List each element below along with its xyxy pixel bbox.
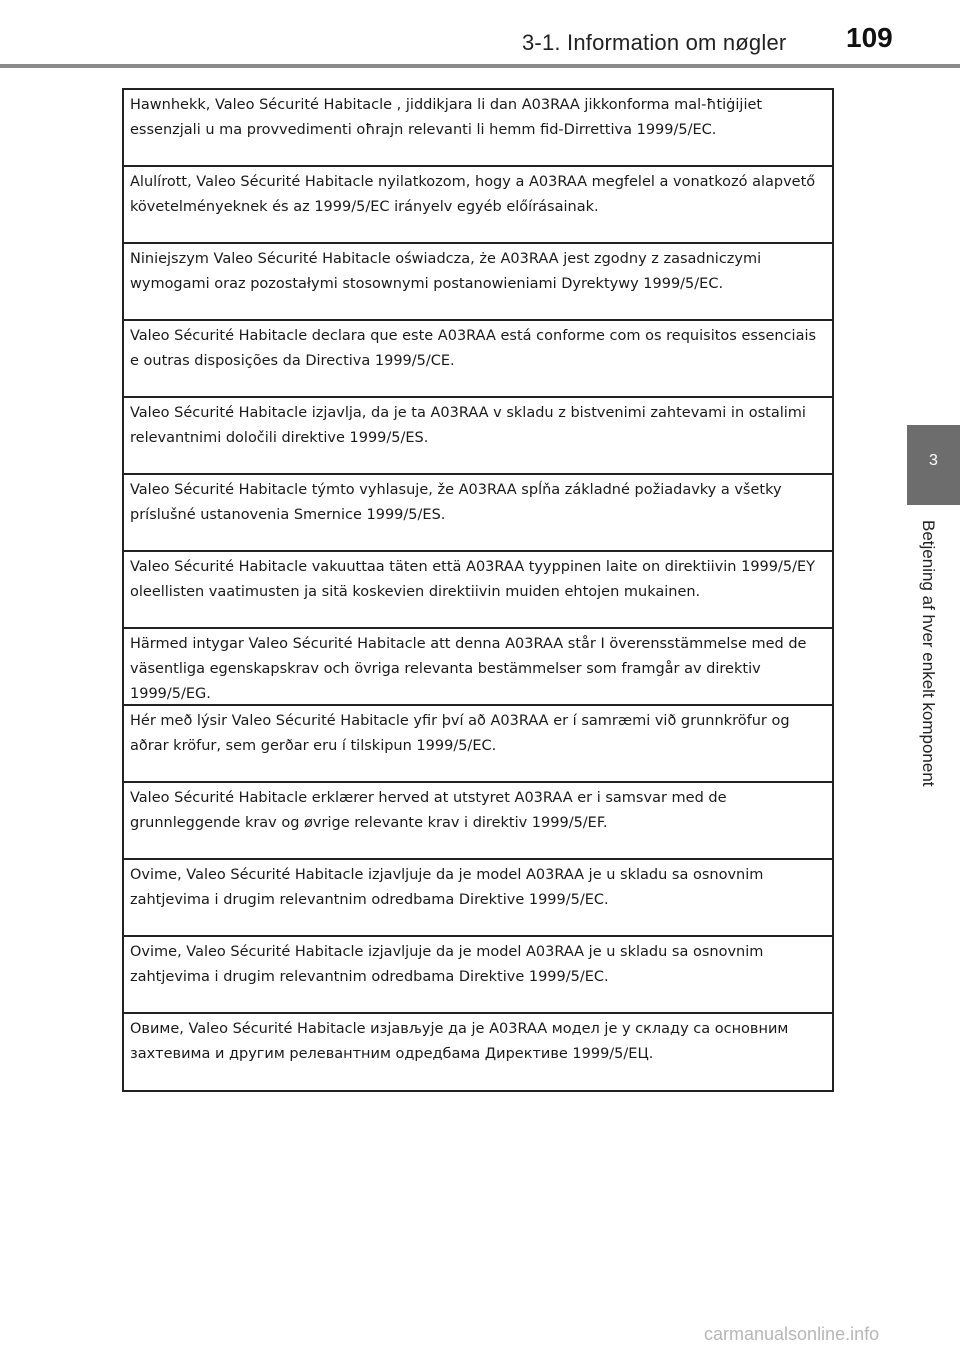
- watermark: carmanualsonline.info: [704, 1324, 880, 1344]
- declaration-row-norwegian: [124, 783, 832, 860]
- declaration-row-slovak: [124, 475, 832, 552]
- declaration-text: Valeo Sécurité Habitacle declara que este A03RAA está conforme com os requisitos essenciais e outras disposições da Directiva 1999/5/CE.: [130, 328, 817, 369]
- declaration-text: Valeo Sécurité Habitacle erklærer herved at utstyret A03RAA er i samsvar med de grunnleggende krav og øvrige relevante krav i direktiv 1999/5/EF.: [130, 790, 727, 831]
- section-title: 3-1. Information om nøgler: [522, 30, 787, 55]
- declaration-text: Valeo Sécurité Habitacle izjavlja, da je ta A03RAA v skladu z bistvenimi zahtevami in ostalimi relevantnimi določili direktive 1999/5/ES.: [130, 405, 806, 446]
- declaration-text: Hér með lýsir Valeo Sécurité Habitacle yfir því að A03RAA er í samræmi við grunnkröfur og aðrar kröfur, sem gerðar eru í tilskipun 1999/5/EC.: [130, 713, 790, 754]
- declaration-row-bosnian: [124, 937, 832, 1014]
- declaration-text: Овиме, Valeo Sécurité Habitacle изјављује да је A03RAA модел је у складу са основним захтевима и другим релевантним одредбама Директиве 1999/5/ЕЦ.: [130, 1021, 789, 1062]
- declaration-text: Alulírott, Valeo Sécurité Habitacle nyilatkozom, hogy a A03RAA megfelel a vonatkozó alapvető követelményeknek és az 1999/5/EC irányelv egyéb előírásainak.: [130, 174, 816, 215]
- page-number: 109: [846, 22, 893, 53]
- declaration-row-finnish: [124, 552, 832, 629]
- declaration-text: Ovime, Valeo Sécurité Habitacle izjavljuje da je model A03RAA je u skladu sa osnovnim zahtjevima i drugim relevantnim odredbama Direktive 1999/5/EC.: [130, 944, 764, 985]
- chapter-number: 3: [929, 452, 938, 469]
- declaration-text: Härmed intygar Valeo Sécurité Habitacle att denna A03RAA står I överensstämmelse med de väsentliga egenskapskrav och övriga relevanta bestämmelser som framgår av direktiv 1999/5/EG.: [130, 636, 807, 702]
- declaration-row-icelandic: [124, 706, 832, 783]
- declaration-row-polish: [124, 244, 832, 321]
- declaration-row-croatian: [124, 860, 832, 937]
- declaration-text: Valeo Sécurité Habitacle týmto vyhlasuje, že A03RAA spĺňa základné požiadavky a všetky príslušné ustanovenia Smernice 1999/5/ES.: [130, 482, 782, 523]
- declaration-row-maltese: [124, 90, 832, 167]
- declaration-text: Niniejszym Valeo Sécurité Habitacle oświadcza, że A03RAA jest zgodny z zasadniczymi wymogami oraz pozostałymi stosownymi postanowieniami Dyrektywy 1999/5/EC.: [130, 251, 762, 292]
- declaration-row-hungarian: [124, 167, 832, 244]
- declaration-row-serbian: [124, 1014, 832, 1091]
- declaration-row-swedish: [124, 629, 832, 706]
- declaration-row-slovenian: [124, 398, 832, 475]
- chapter-label: Betjening af hver enkelt komponent: [919, 520, 938, 787]
- header-divider: [0, 64, 960, 68]
- declaration-text: Valeo Sécurité Habitacle vakuuttaa täten että A03RAA tyyppinen laite on direktiivin 1999/5/EY oleellisten vaatimusten ja sitä koskevien direktiivin muiden ehtojen mukainen.: [130, 559, 816, 600]
- declaration-row-portuguese: [124, 321, 832, 398]
- declaration-text: Ovime, Valeo Sécurité Habitacle izjavljuje da je model A03RAA je u skladu sa osnovnim zahtjevima i drugim relevantnim odredbama Direktive 1999/5/EC.: [130, 867, 764, 908]
- declaration-table: [122, 88, 834, 1092]
- declaration-text: Hawnhekk, Valeo Sécurité Habitacle , jiddikjara li dan A03RAA jikkonforma mal-ħtiġijiet essenzjali u ma provvedimenti oħrajn relevanti li hemm fid-Dirrettiva 1999/5/EC.: [130, 97, 763, 138]
